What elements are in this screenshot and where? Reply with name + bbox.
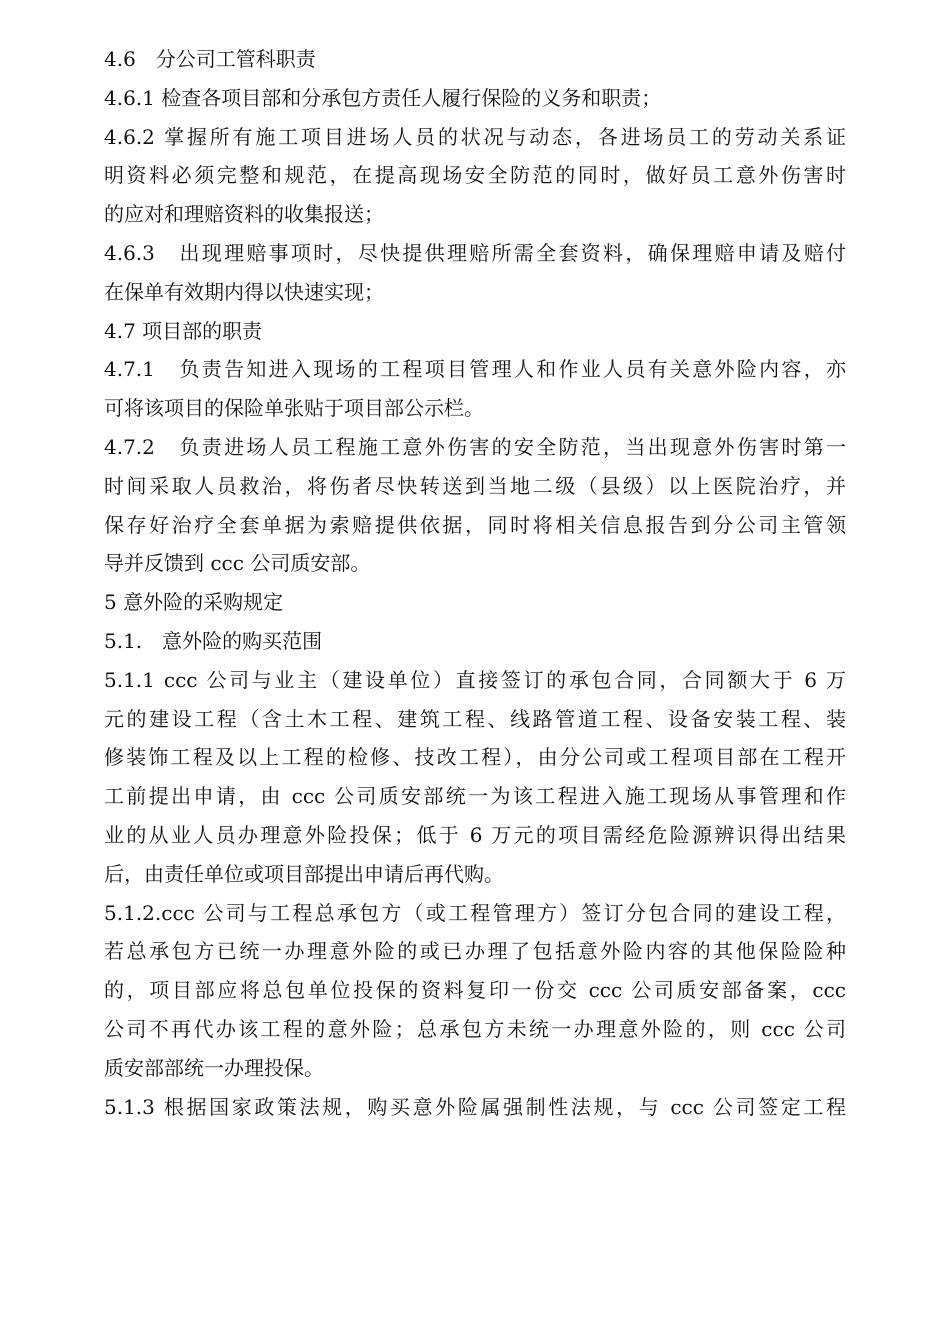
text-line: 公司不再代办该工程的意外险；总承包方未统一办理意外险的，则 ccc 公司 xyxy=(104,1016,846,1041)
text-line: 4.6.3 出现理赔事项时，尽快提供理赔所需全套资料，确保理赔申请及赔付 xyxy=(104,240,846,265)
text-line: 5.1.2.ccc 公司与工程总承包方（或工程管理方）签订分包合同的建设工程， xyxy=(104,900,846,925)
text-line: 5.1. 意外险的购买范围 xyxy=(104,628,323,653)
text-line: 明资料必须完整和规范，在提高现场安全防范的同时，做好员工意外伤害时 xyxy=(104,163,846,188)
text-line: 4.6.1 检查各项目部和分承包方责任人履行保险的义务和职责； xyxy=(104,85,662,110)
text-line: 业的从业人员办理意外险投保；低于 6 万元的项目需经危险源辨识得出结果 xyxy=(104,822,846,847)
document-page xyxy=(104,40,846,1126)
text-line: 4.7.1 负责告知进入现场的工程项目管理人和作业人员有关意外险内容，亦 xyxy=(104,357,846,382)
text-line: 元的建设工程（含土木工程、建筑工程、线路管道工程、设备安装工程、装 xyxy=(104,706,846,731)
text-line: 4.7 项目部的职责 xyxy=(104,318,263,343)
text-line: 5.1.1 ccc 公司与业主（建设单位）直接签订的承包合同，合同额大于 6 万 xyxy=(104,667,846,692)
text-line: 导并反馈到 ccc 公司质安部。 xyxy=(104,551,371,576)
text-line: 4.7.2 负责进场人员工程施工意外伤害的安全防范，当出现意外伤害时第一 xyxy=(104,434,846,459)
text-line: 5 意外险的采购规定 xyxy=(104,590,284,615)
text-line: 保存好治疗全套单据为索赔提供依据，同时将相关信息报告到分公司主管领 xyxy=(104,512,846,537)
text-line: 的，项目部应将总包单位投保的资料复印一份交 ccc 公司质安部备案，ccc xyxy=(104,978,846,1003)
text-line: 在保单有效期内得以快速实现； xyxy=(104,279,384,304)
text-line: 时间采取人员救治，将伤者尽快转送到当地二级（县级）以上医院治疗，并 xyxy=(104,473,846,498)
text-line: 质安部部统一办理投保。 xyxy=(104,1055,324,1080)
text-line: 4.6.2 掌握所有施工项目进场人员的状况与动态，各进场员工的劳动关系证 xyxy=(104,124,846,149)
text-line: 后，由责任单位或项目部提出申请后再代购。 xyxy=(104,861,504,886)
text-line: 工前提出申请，由 ccc 公司质安部统一为该工程进入施工现场从事管理和作 xyxy=(104,784,846,809)
text-line: 的应对和理赔资料的收集报送； xyxy=(104,202,384,227)
text-line: 可将该项目的保险单张贴于项目部公示栏。 xyxy=(104,396,484,421)
text-line: 修装饰工程及以上工程的检修、技改工程），由分公司或工程项目部在工程开 xyxy=(104,745,846,770)
text-line: 5.1.3 根据国家政策法规，购买意外险属强制性法规，与 ccc 公司签定工程 xyxy=(104,1094,846,1119)
text-line: 4.6 分公司工管科职责 xyxy=(104,47,316,71)
text-line: 若总承包方已统一办理意外险的或已办理了包括意外险内容的其他保险险种 xyxy=(104,939,846,964)
